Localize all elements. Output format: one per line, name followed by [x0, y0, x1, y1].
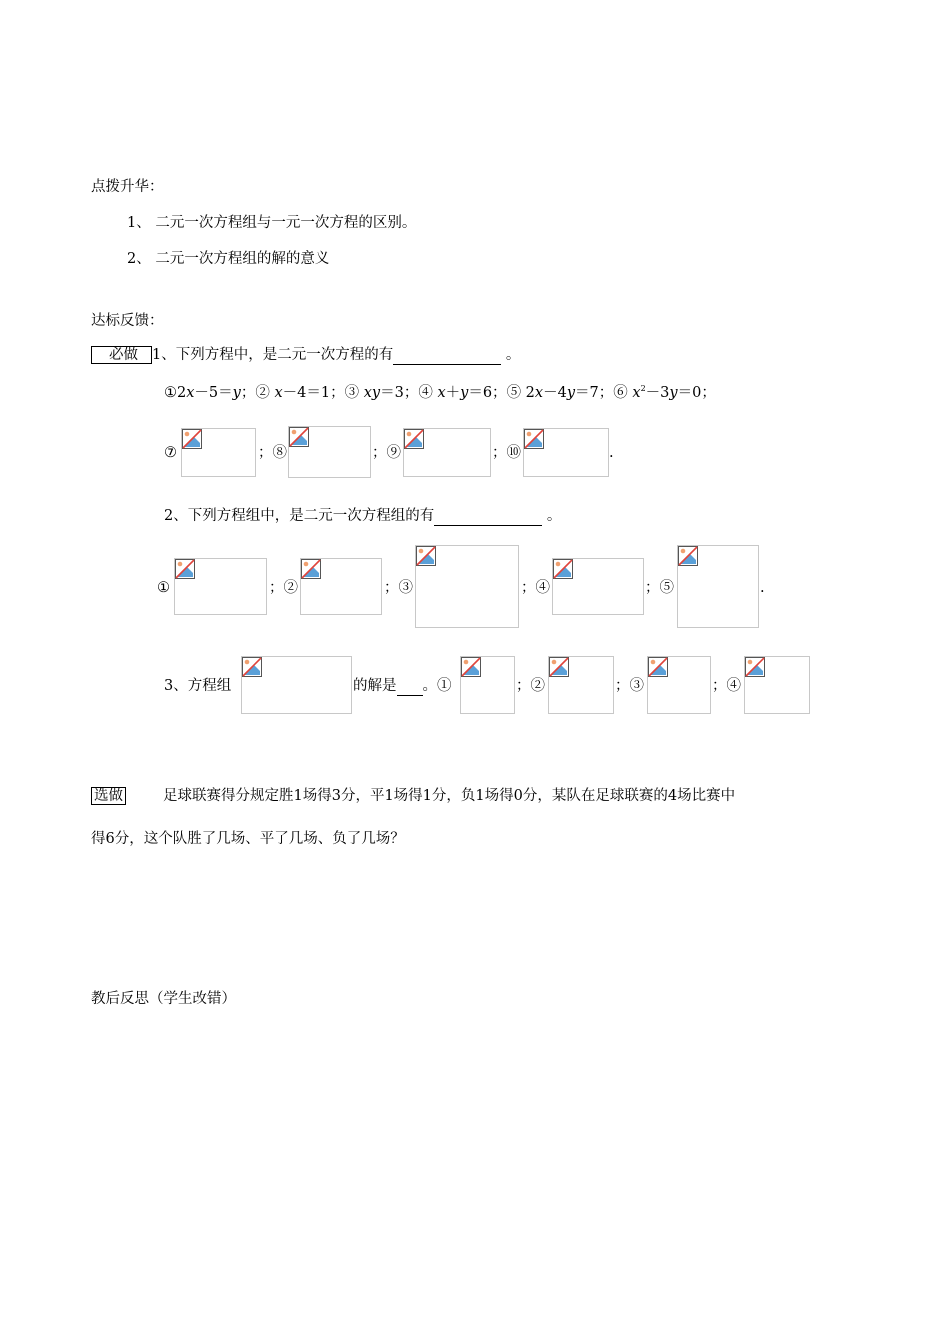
required-tag: 必做 [91, 346, 152, 364]
tips-heading: 点拨升华： [91, 179, 164, 195]
image-placeholder-icon [461, 657, 481, 677]
image-placeholder-icon [524, 429, 544, 449]
q3-label-2: ；② [516, 678, 545, 694]
system-image-4 [552, 558, 644, 615]
q3-system-image [241, 656, 352, 714]
image-placeholder-icon [648, 657, 668, 677]
q2-label-2: ；② [269, 580, 298, 596]
optional-line-2: 得6分，这个队胜了几场、平了几场、负了几场？ [91, 831, 405, 847]
q2-end: 。 [546, 508, 562, 524]
q1-label-7: ⑦ [164, 445, 177, 461]
optional-problem-text: 足球联赛得分规定胜1场得3分，平1场得1分，负1场得0分，某队在足球联赛的4场比赛中 [163, 788, 736, 804]
tips-item-2: 2、 二元一次方程组的解的意义 [127, 251, 330, 267]
q1-prompt: 1、下列方程中，是二元一次方程的有 [152, 347, 394, 363]
q3-option-image-2 [548, 656, 614, 714]
reflection-heading: 教后反思（学生改错） [91, 991, 236, 1007]
image-placeholder-icon [242, 657, 262, 677]
q2-label-1: ① [157, 580, 170, 596]
system-image-3 [415, 545, 519, 628]
q2-answer-blank[interactable] [434, 507, 542, 526]
q3-label-3: ；③ [615, 678, 644, 694]
image-placeholder-icon [289, 427, 309, 447]
q3-option-image-4 [744, 656, 810, 714]
image-placeholder-icon [678, 546, 698, 566]
q3-option-image-1 [460, 656, 515, 714]
equation-image-10 [523, 428, 609, 477]
system-image-5 [677, 545, 759, 628]
image-placeholder-icon [553, 559, 573, 579]
q3-answer-blank[interactable] [397, 677, 423, 696]
q2-label-3: ；③ [384, 580, 413, 596]
question-1 [91, 346, 520, 365]
question-2 [164, 507, 561, 526]
q1-options-line: ①2x－5＝y；② x－4＝1；③ xy＝3；④ x＋y＝6；⑤ 2x－4y＝7；⑥ $x^2-3y=0$； [164, 384, 716, 401]
q3-mid: 的解是 [353, 678, 397, 694]
q3-solution-text [353, 677, 452, 696]
feedback-heading: 达标反馈： [91, 313, 164, 329]
image-placeholder-icon [549, 657, 569, 677]
q1-row-end: . [609, 445, 614, 461]
system-image-1 [174, 558, 267, 615]
image-placeholder-icon [175, 559, 195, 579]
q3-option-image-3 [647, 656, 711, 714]
equation-image-8 [288, 426, 371, 478]
equation-image-7 [181, 428, 256, 477]
q2-prompt: 2、下列方程组中，是二元一次方程组的有 [164, 508, 435, 524]
system-image-2 [300, 558, 382, 615]
q2-label-5: ；⑤ [645, 580, 674, 596]
image-placeholder-icon [182, 429, 202, 449]
optional-line-1 [91, 787, 735, 805]
equation-image-9 [403, 428, 491, 477]
optional-tag: 选做 [91, 787, 126, 805]
image-placeholder-icon [416, 546, 436, 566]
q2-label-4: ；④ [521, 580, 550, 596]
tips-item-1: 1、 二元一次方程组与一元一次方程的区别。 [127, 215, 417, 231]
q3-label-4: ；④ [712, 678, 741, 694]
q3-prompt: 3、方程组 [164, 678, 232, 694]
q1-end: 。 [505, 347, 521, 363]
q2-row-end: . [760, 580, 765, 596]
q1-label-8: ；⑧ [258, 445, 287, 461]
image-placeholder-icon [301, 559, 321, 579]
q1-answer-blank[interactable] [393, 346, 501, 365]
image-placeholder-icon [404, 429, 424, 449]
q1-label-9: ；⑨ [372, 445, 401, 461]
q1-label-10: ；⑩ [492, 445, 521, 461]
image-placeholder-icon [745, 657, 765, 677]
q3-after: 。① [422, 678, 452, 694]
